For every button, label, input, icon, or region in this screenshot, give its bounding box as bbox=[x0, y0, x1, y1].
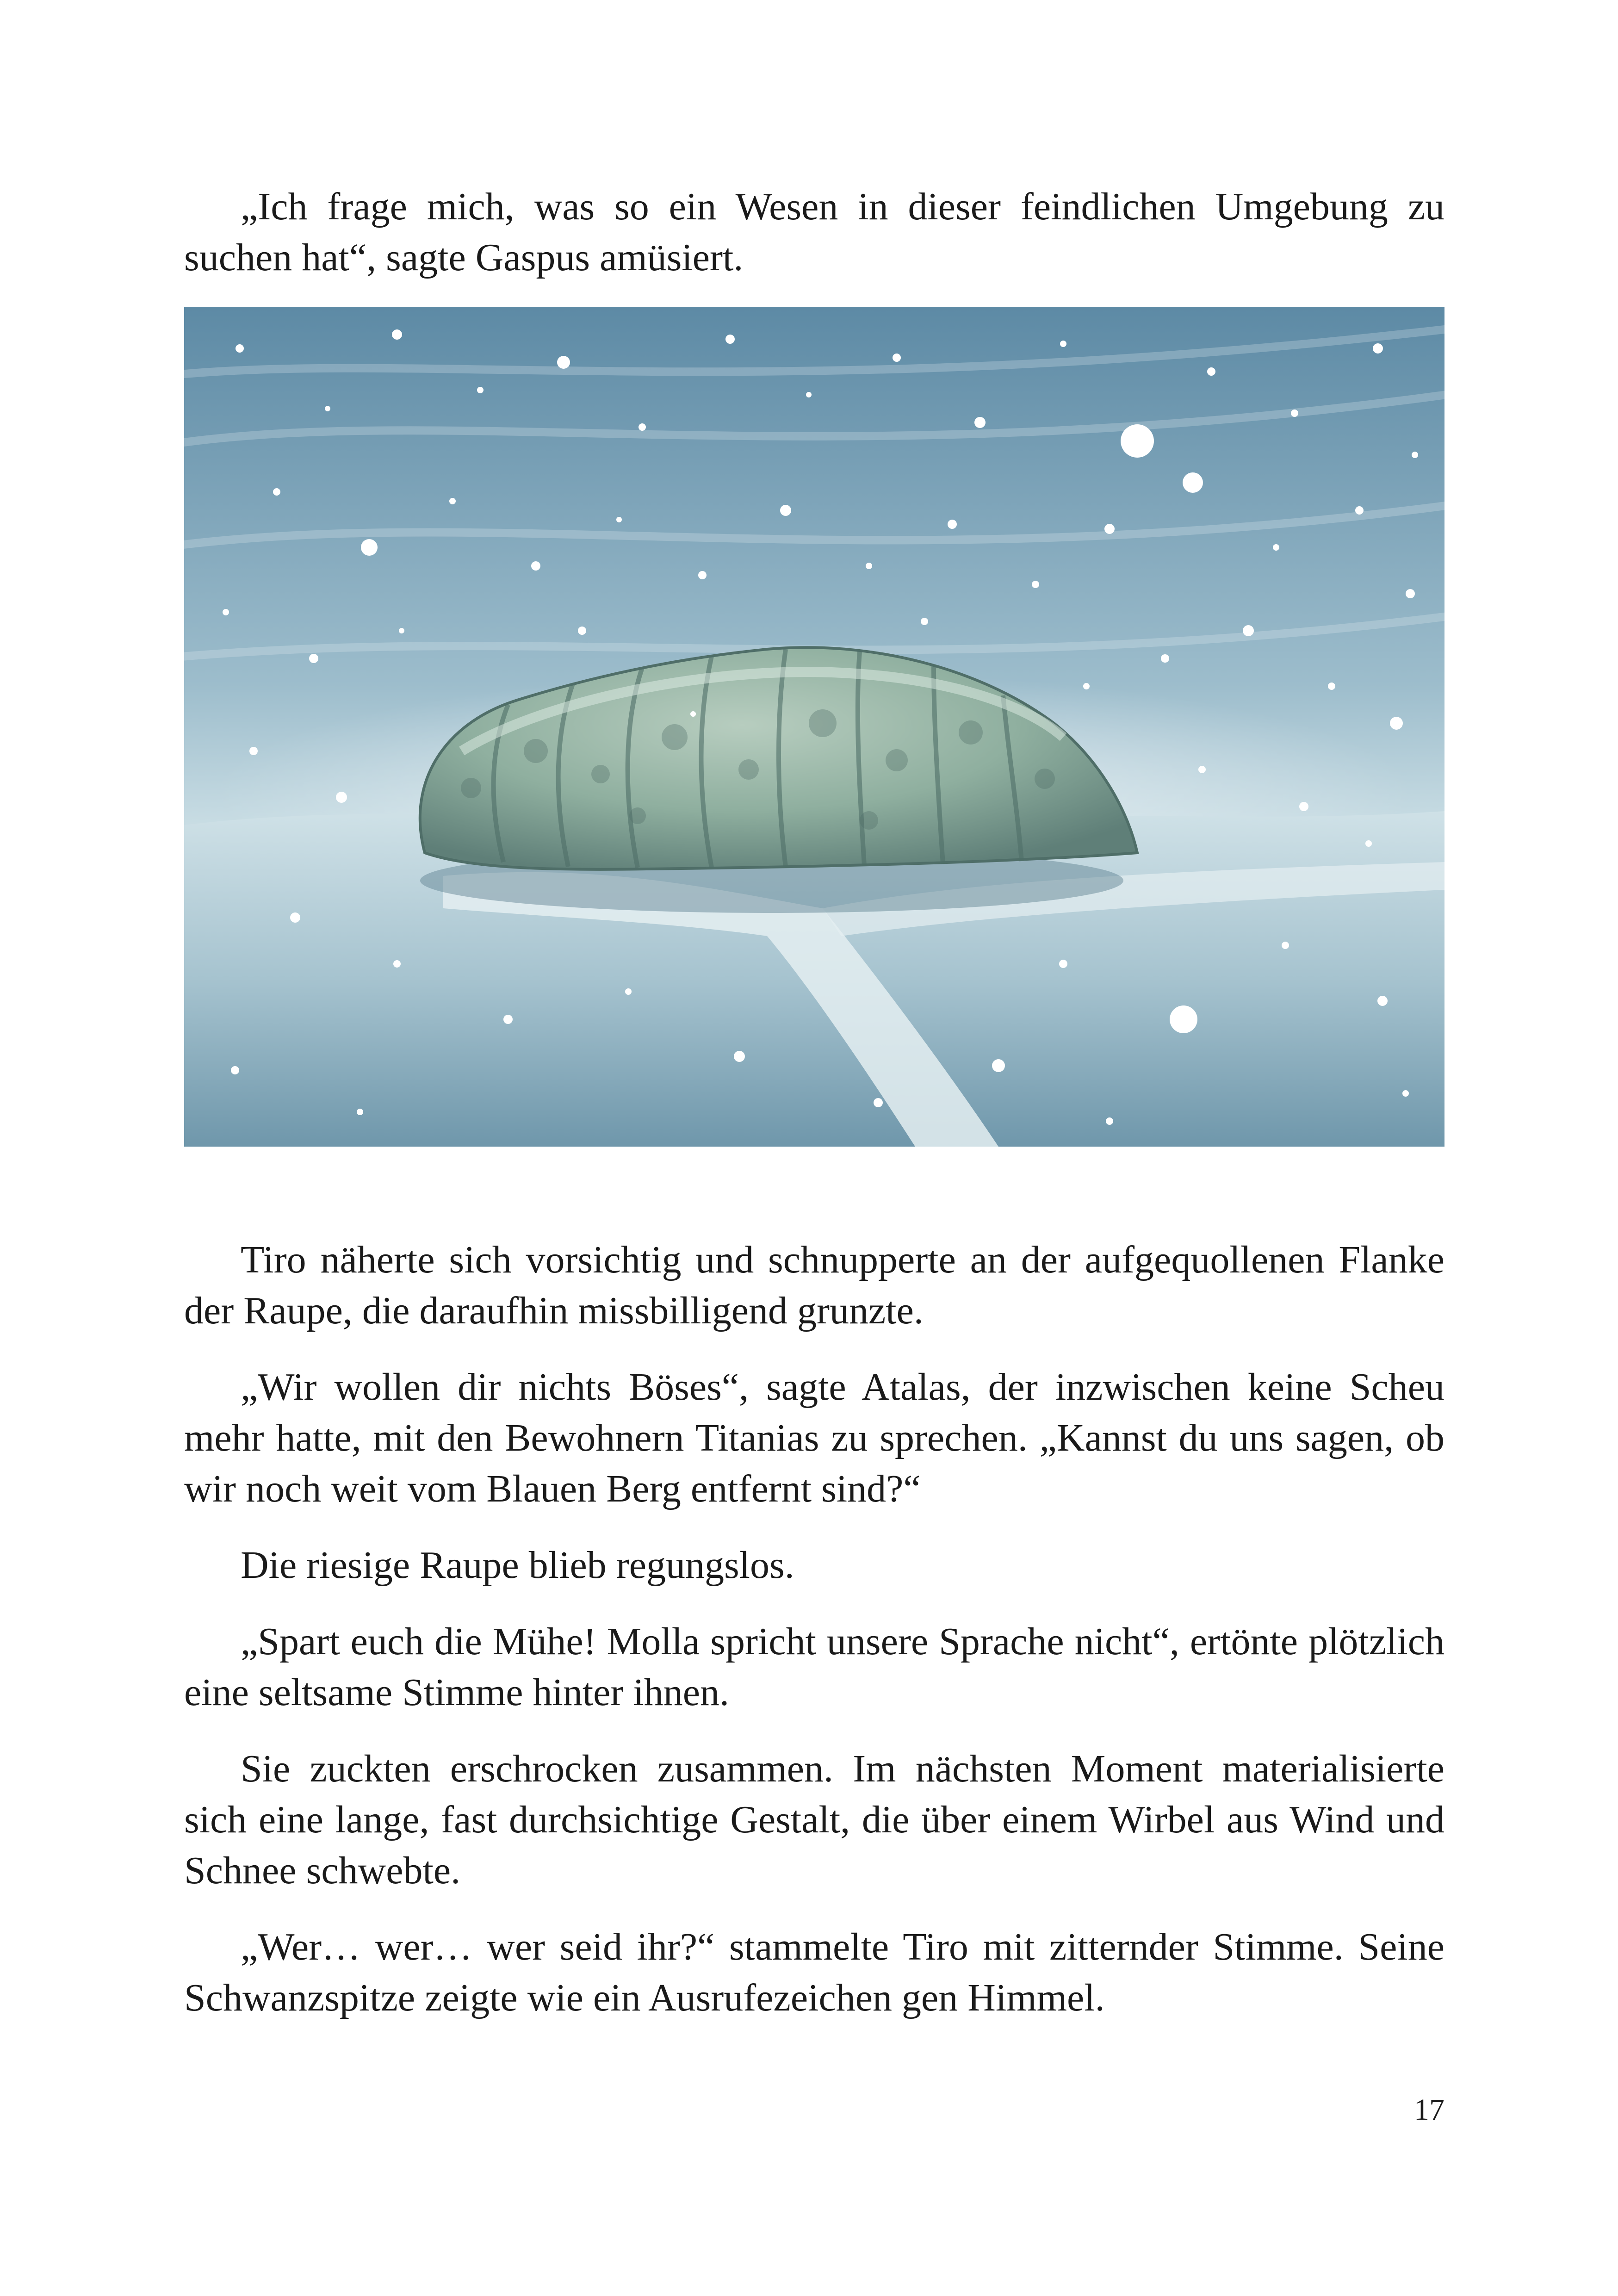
paragraph: Tiro näherte sich vorsichtig und schnupperte an der aufgequollenen Flanke der Raupe, die daraufhin missbilligend grunzte. bbox=[184, 1238, 1444, 1332]
paragraph: „Spart euch die Mühe! Molla spricht unsere Sprache nicht“, ertönte plötzlich eine seltsame Stimme hinter ihnen. bbox=[184, 1620, 1444, 1714]
snow-caterpillar-illustration bbox=[184, 307, 1444, 1147]
paragraph: „Ich frage mich, was so ein Wesen in dieser feindlichen Umgebung zu suchen hat“, sagte Gaspus amüsiert. bbox=[184, 185, 1444, 279]
page-number: 17 bbox=[1414, 2093, 1444, 2127]
text-block-bottom bbox=[184, 1235, 1444, 2049]
paragraph: Sie zuckten erschrocken zusammen. Im nächsten Moment materialisierte sich eine lange, fast durchsichtige Gestalt, die über einem Wirbel aus Wind und Schnee schwebte. bbox=[184, 1747, 1444, 1892]
paragraph: „Wer… wer… wer seid ihr?“ stammelte Tiro mit zitternder Stimme. Seine Schwanzspitze zeigte wie ein Ausrufezeichen gen Himmel. bbox=[184, 1925, 1444, 2019]
illustration-svg bbox=[184, 307, 1444, 1147]
paragraph: „Wir wollen dir nichts Böses“, sagte Atalas, der inzwischen keine Scheu mehr hatte, mit den Bewohnern Titanias zu sprechen. „Kannst du uns sagen, ob wir noch weit vom Blauen Berg entfernt sind?“ bbox=[184, 1365, 1444, 1510]
paragraph: Die riesige Raupe blieb regungslos. bbox=[241, 1544, 794, 1587]
text-block-top bbox=[184, 181, 1444, 283]
